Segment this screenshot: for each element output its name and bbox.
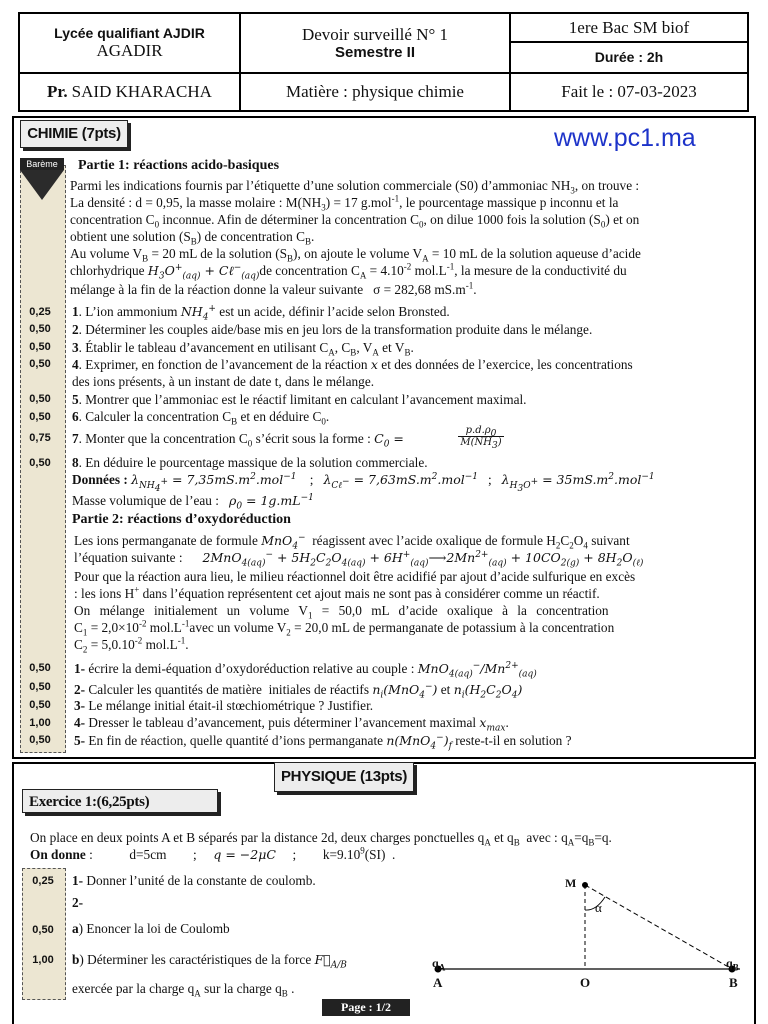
bareme-arrow-icon bbox=[20, 170, 64, 202]
phys-question-2: 2- bbox=[72, 895, 84, 910]
donnees-label: Données : bbox=[72, 472, 128, 487]
teacher-prefix: Pr. bbox=[47, 82, 68, 102]
question-1: 1. L’ion ammonium $NH_4^+$ est un acide, définir l’acide selon Bronsted. bbox=[72, 303, 450, 323]
p2-line: $C_1 = 2,0\times 10^{-2}$ $mol.L^{-1}avec$ un volume $V_2 = 20,0$ mL de permanganate de potassium à la concentration bbox=[74, 618, 615, 638]
question-8: 8. En déduire le pourcentage massique de la solution commerciale. bbox=[72, 455, 428, 470]
p2-line: On mélange initialement un volume $V_1 = 50,0$ mL d’acide oxalique à la concentration bbox=[74, 603, 609, 621]
points: 0,50 bbox=[29, 734, 51, 746]
points: 0,50 bbox=[32, 924, 54, 936]
intro-line: La densité : d = 0,95, la masse molaire : $M(NH_3) = 17$ g.mol$^{-1}$, le pourcentage massique p inconnu et la bbox=[70, 193, 619, 213]
formula-fraction: $p.d.\rho_0$ $M(NH_3)$ bbox=[458, 425, 504, 448]
question-5: 5. Montrer que l’ammoniac est le réactif limitant en calculant l’avancement maximal. bbox=[72, 392, 527, 407]
intro-line: chlorhydrique $H_3O^+_{(aq)}$ + Cℓ−$_{(aq)}$de concentration $C_A = 4.10^{-2}$ $mol.L^{-1}$, la mesure de la conductivité du bbox=[70, 261, 627, 282]
p2-question-3: 3- Le mélange initial était-il stœchiométrique ? Justifier. bbox=[74, 698, 374, 713]
level-cell bbox=[509, 12, 749, 43]
points: 1,00 bbox=[29, 717, 51, 729]
semester: Semestre II bbox=[334, 44, 416, 62]
school-name: Lycée qualifiant AJDIR bbox=[54, 25, 205, 42]
label-qb: $q_B$ bbox=[726, 956, 739, 973]
points: 0,25 bbox=[32, 875, 54, 887]
school-city: AGADIR bbox=[96, 41, 163, 61]
exam-title-cell bbox=[239, 12, 511, 74]
chimie-tag: CHIMIE (7pts) bbox=[20, 120, 128, 148]
page-number: Page : 1/2 bbox=[322, 999, 410, 1016]
level: 1ere Bac SM biof bbox=[568, 17, 690, 37]
question-4-cont: des ions présents, à un instant de date t, dans le mélange. bbox=[72, 374, 375, 389]
label-qa: $q_A$ bbox=[432, 956, 446, 973]
school-cell bbox=[18, 12, 241, 74]
label-o: O bbox=[580, 975, 591, 990]
part1-intro bbox=[70, 177, 740, 298]
intro-line: obtient une solution $(S_B)$ de concentration $C_B$. bbox=[70, 229, 315, 247]
label-m: M bbox=[565, 876, 577, 890]
points: 0,50 bbox=[29, 323, 51, 335]
p2-line: Pour que la réaction aura lieu, le milieu réactionnel doit être acidifié par ajout d’acide sulfurique en excès bbox=[74, 569, 636, 584]
exercise1-given: On donne : d=5cm ; q = −2μC ; $k=9.10^9(SI)$ . bbox=[30, 845, 396, 862]
question-2: 2. Déterminer les couples aide/base mis en jeu lors de la transformation produite dans le mélange. bbox=[72, 322, 593, 337]
label-b: B bbox=[729, 975, 738, 990]
intro-line: Au volume $V_B = 20$ mL de la solution $(S_B)$, on ajoute le volume $V_A = 10$ mL de la solution aqueuse d’acide bbox=[70, 246, 641, 264]
points: 1,00 bbox=[32, 954, 54, 966]
points: 0,50 bbox=[29, 699, 51, 711]
points: 0,25 bbox=[29, 306, 51, 318]
p2-question-1: 1- écrire la demi-équation d’oxydoréduction relative au couple : $MnO_{4(aq)}^-/Mn^{2+}_{(aq)}$ bbox=[74, 660, 537, 680]
subject-cell bbox=[239, 72, 511, 112]
question-7: 7. Monter que la concentration $C_0$ s’écrit sous la forme : $C_0$ = bbox=[72, 431, 404, 450]
exercise1-intro: On place en deux points A et B séparés par la distance 2d, deux charges ponctuelles $q_A$ et $q_B$ avec : $q_A=q_B=q$. bbox=[30, 830, 612, 848]
subject: Matière : physique chimie bbox=[286, 82, 464, 102]
bareme-label: Barème bbox=[20, 158, 64, 170]
p2-line: Les ions permanganate de formule MnO$_4$− réagissent avec l’acide oxalique de formule $H_2C_2O_4$ suivant bbox=[74, 532, 630, 552]
label-a: A bbox=[433, 975, 443, 990]
p2-question-5: 5- En fin de réaction, quelle quantité d’ions permanganate $n(MnO_4^-)_f$ reste-t-il en solution ? bbox=[74, 732, 572, 752]
question-4: 4. Exprimer, en fonction de l’avancement de la réaction x et des données de l’exercice, les concentrations bbox=[72, 357, 633, 372]
teacher-name: SAID KHARACHA bbox=[71, 82, 212, 102]
intro-line: Parmi les indications fournis par l’étiquette d’une solution commerciale (S0) d’ammoniac $NH_3$, on trouve : bbox=[70, 178, 640, 196]
donnees: Données : $\lambda_{NH_4^+} = 7,35mS.m^2.mol^{-1}$ ; $\lambda_{C\ell^-} = 7,63mS.m^2.mol^{-1}$ ; $\lambda_{H_3O^+} = 35mS.m^2.mol^{-1}$ bbox=[72, 471, 655, 494]
phys-question-2b: b) Déterminer les caractéristiques de la force $F⃗_{A/B}$ bbox=[72, 952, 347, 971]
points: 0,50 bbox=[29, 393, 51, 405]
points: 0,50 bbox=[29, 662, 51, 674]
points: 0,50 bbox=[29, 457, 51, 469]
website-link[interactable]: www.pc1.ma bbox=[554, 124, 696, 152]
duration-cell bbox=[509, 41, 749, 74]
duration: Durée : 2h bbox=[594, 49, 664, 66]
masse-volumique: Masse volumique de l’eau : $\rho_0 = 1g.mL^{-1}$ bbox=[72, 492, 314, 512]
date-cell bbox=[509, 72, 749, 112]
p2-question-2: 2- Calculer les quantités de matière initiales de réactifs $n_i(MnO_4^-)$ et $n_i(H_2C_2O_4)$ bbox=[74, 681, 523, 701]
question-6: 6. Calculer la concentration $C_B$ et en déduire $C_0$. bbox=[72, 409, 330, 427]
points: 0,50 bbox=[29, 341, 51, 353]
phys-question-2a: a) Enoncer la loi de Coulomb bbox=[72, 921, 230, 936]
teacher-cell bbox=[18, 72, 241, 112]
intro-line: mélange à la fin de la réaction donne la valeur suivante σ = 282,68 $mS.m^{-1}$. bbox=[70, 280, 477, 297]
part2-intro bbox=[74, 532, 740, 653]
label-alpha: α bbox=[595, 900, 602, 915]
phys-question-1: 1- Donner l’unité de la constante de coulomb. bbox=[72, 873, 316, 888]
intro-line: concentration $C_0$ inconnue. Afin de déterminer la concentration $C_0$, on dilue 1000 fois la solution $(S_0)$ et on bbox=[70, 212, 640, 230]
physique-tag: PHYSIQUE (13pts) bbox=[274, 762, 414, 792]
p2-question-4: 4- Dresser le tableau d’avancement, puis déterminer l’avancement maximal $x_{max}$. bbox=[74, 715, 509, 734]
exercise1-tag: Exercice 1:(6,25pts) bbox=[22, 789, 218, 813]
mb-line bbox=[585, 885, 732, 969]
phys-question-2b-cont: exercée par la charge $q_A$ sur la charge $q_B$ . bbox=[72, 981, 295, 999]
points: 0,50 bbox=[29, 358, 51, 370]
question-3: 3. Établir le tableau d’avancement en utilisant $C_A$, $C_B$, $V_A$ et $V_B$. bbox=[72, 340, 414, 358]
given-label: On donne bbox=[30, 847, 86, 862]
part2-title: Partie 2: réactions d’oxydoréduction bbox=[72, 512, 291, 527]
part1-title: Partie 1: réactions acido-basiques bbox=[78, 158, 280, 173]
p2-line: : les ions H+ dans l’équation représentent cet ajout mais ne sont pas à considérer comme un réactif. bbox=[74, 584, 600, 601]
p2-equation: l’équation suivante : $2MnO_{4(aq)}^- + 5H_2C_2O_{4(aq)}$ + $6H^+_{(aq)}⟶2Mn^{2+}_{(aq)} + 10CO_{2(g)} + 8H_2O_{(\ell)}$ bbox=[74, 549, 644, 569]
point-m bbox=[582, 882, 588, 888]
exam-title: Devoir surveillé N° 1 bbox=[301, 24, 449, 44]
points: 0,50 bbox=[29, 681, 51, 693]
p2-line: $C_2 = 5,0.10^{-2}$ $mol.L^{-1}$. bbox=[74, 635, 189, 655]
points: 0,50 bbox=[29, 411, 51, 423]
points: 0,75 bbox=[29, 432, 51, 444]
date: Fait le : 07-03-2023 bbox=[561, 82, 697, 102]
